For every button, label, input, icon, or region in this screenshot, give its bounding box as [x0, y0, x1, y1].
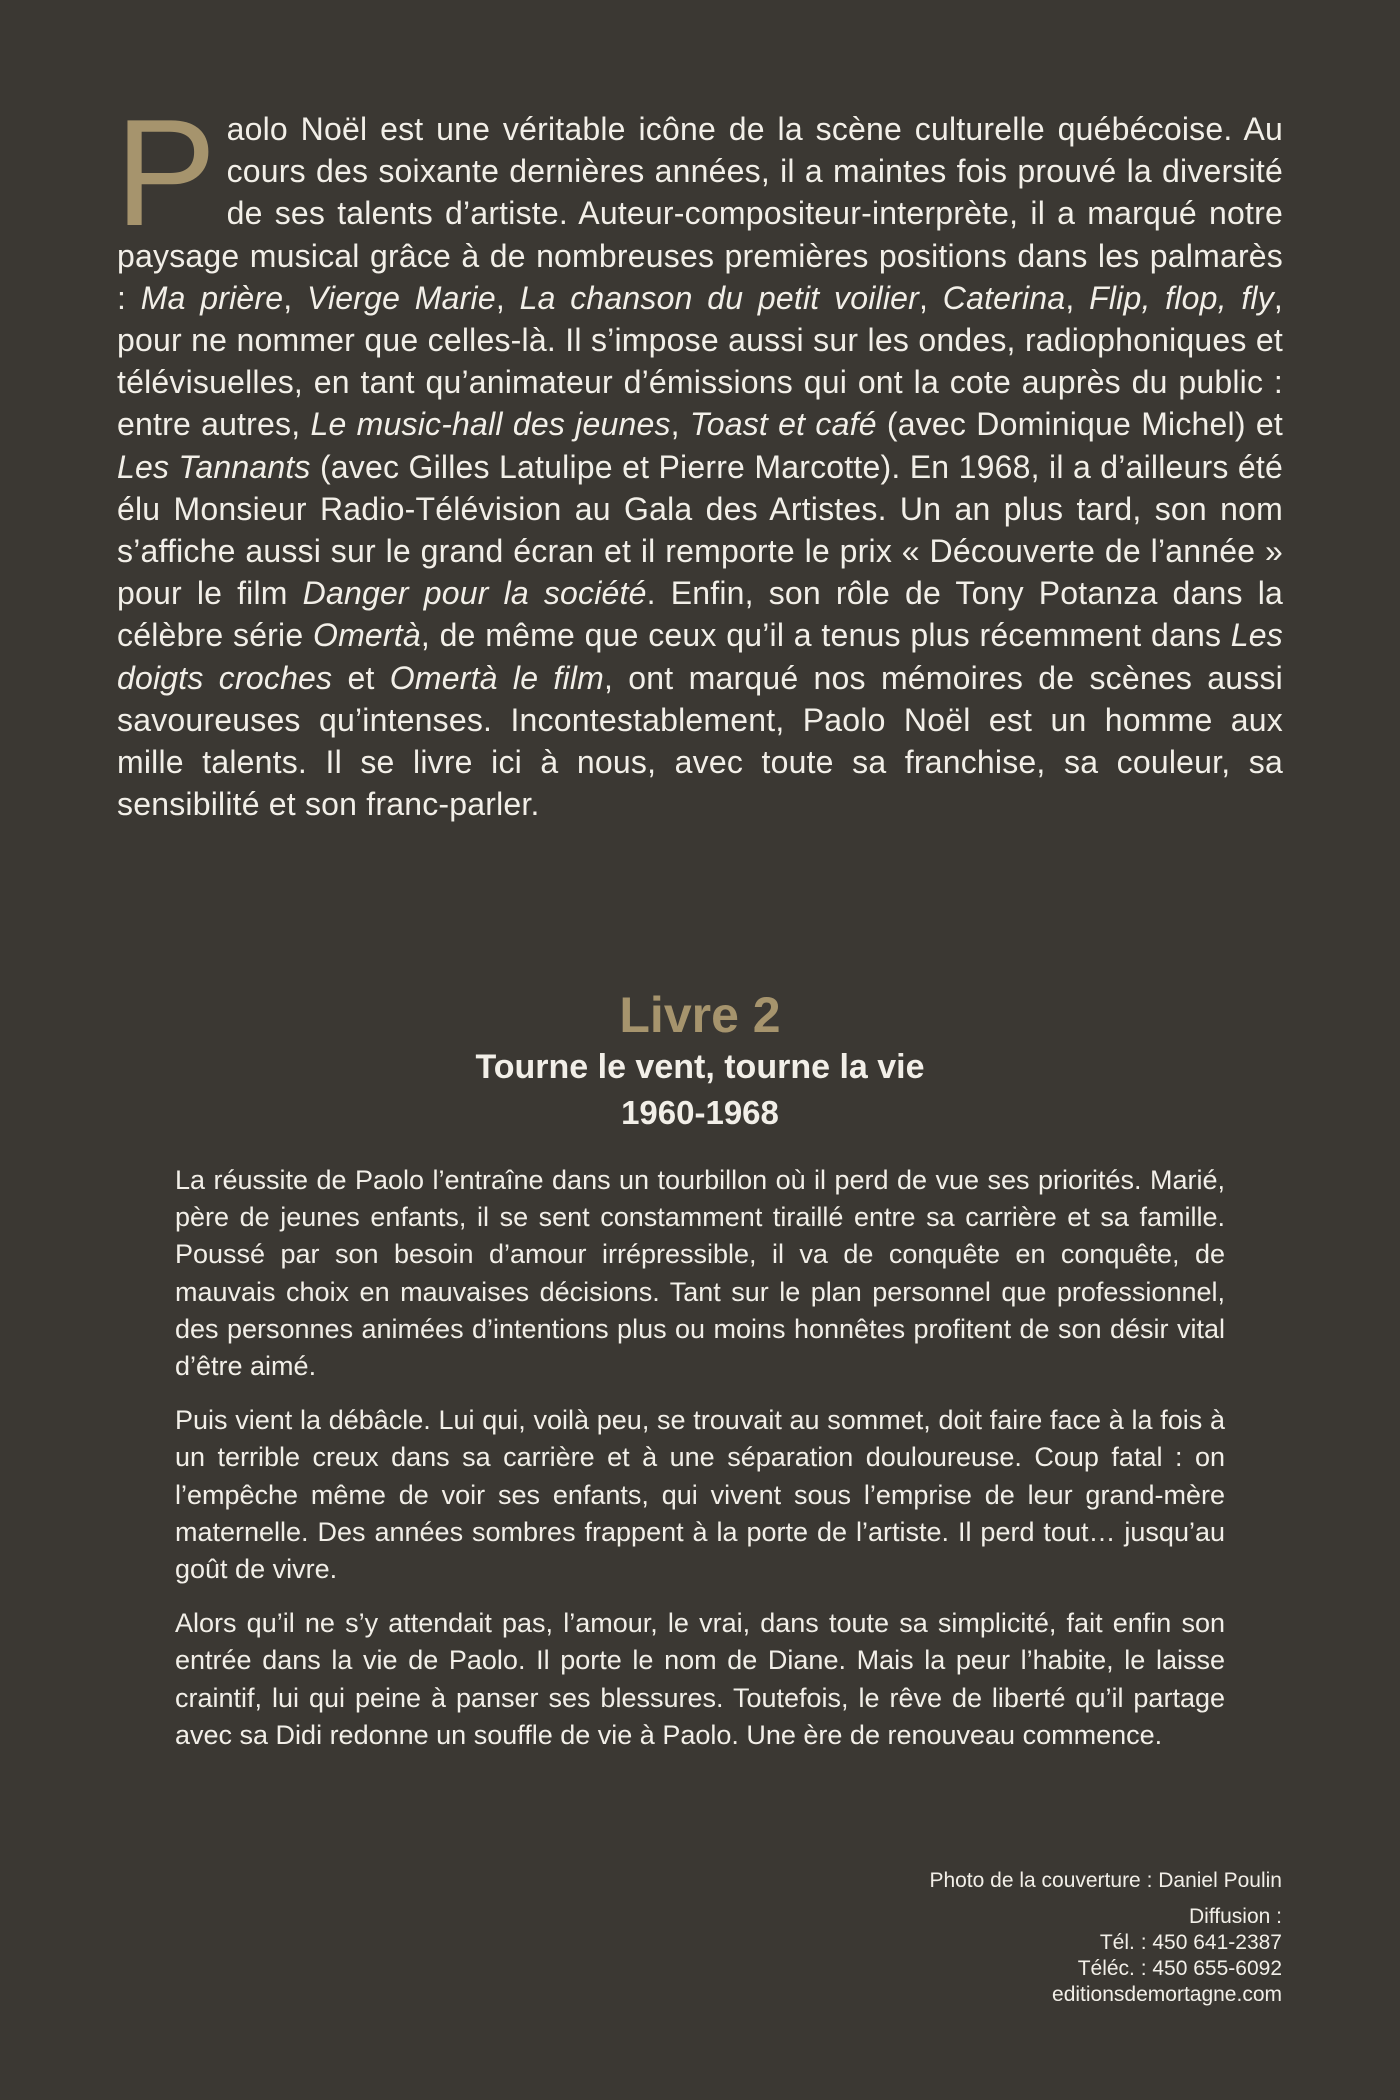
work-title: Omertà le film — [389, 659, 604, 696]
intro-paragraph — [115, 88, 1284, 825]
photo-credit: Photo de la couverture : Daniel Poulin — [929, 1869, 1282, 1892]
intro-text: , ont marqué nos mémoires de scènes aussi savoureuses qu’intenses. Incontestablement, Paolo Noël est un homme aux mille talents. Il se livre ici à nous, avec toute sa franchise, sa couleur, sa sensibilité et son franc-parler. — [117, 659, 1283, 823]
intro-text: , — [495, 279, 520, 316]
diffusion-label: Diffusion : — [1189, 1905, 1282, 1928]
intro-text: (avec Dominique Michel) et — [876, 406, 1283, 443]
summary-paragraph: Alors qu’il ne s’y attendait pas, l’amour, le vrai, dans toute sa simplicité, fait enfin son entrée dans la vie de Paolo. Il porte le nom de Diane. Mais la peur l’habite, le laisse craintif, lui qui peine à panser ses blessures. Toutefois, le rêve de liberté qu’il partage avec sa Didi redonne un souffle de vie à Paolo. Une ère de renouveau commence. — [175, 1608, 1225, 1750]
intro-text: , — [283, 279, 308, 316]
fax-number: Téléc. : 450 655-6092 — [1077, 1957, 1282, 1980]
work-title: Toast et café — [689, 406, 877, 443]
intro-text: et — [332, 659, 390, 696]
intro-text: (avec Gilles Latulipe et Pierre Marcotte). En 1968, il a d’ailleurs été élu Monsieur Radio-Télévision au Gala des Artistes. Un an plus tard, son nom s’affiche aussi sur le grand écran et il remporte le prix « Découverte de l’année » pour le film — [117, 448, 1283, 612]
book-years: 1960-1968 — [621, 1094, 779, 1131]
book-title: Tourne le vent, tourne la vie — [475, 1048, 925, 1086]
intro-text: , — [1065, 279, 1090, 316]
work-title: Les doigts croches — [117, 617, 1283, 696]
work-title: Ma prière — [140, 279, 284, 316]
work-title: Flip, flop, fly — [1089, 279, 1274, 316]
work-title: La chanson du petit voilier — [519, 279, 920, 316]
summary-paragraph: La réussite de Paolo l’entraîne dans un tourbillon où il perd de vue ses priorités. Marié, père de jeunes enfants, il se sent constamment tiraillé entre sa carrière et sa famille. Poussé par son besoin d’amour irrépressible, il va de conquête en conquête, de mauvais choix en mauvaises décisions. Tant sur le plan personnel que professionnel, des personnes animées d’intentions plus ou moins honnêtes profitent de son désir vital d’être aimé. — [175, 1165, 1225, 1382]
intro-text: , pour ne nommer que celles-là. Il s’impose aussi sur les ondes, radiophoniques et télévisuelles, en tant qu’animateur d’émissions qui ont la cote auprès du public : entre autres, — [117, 279, 1284, 443]
publisher-website: editionsdemortagne.com — [1052, 1983, 1282, 2006]
work-title: Le music-hall des jeunes — [310, 406, 671, 443]
work-title: Caterina — [942, 279, 1066, 316]
summary — [175, 1162, 1225, 1771]
intro-text: aolo Noël est une véritable icône de la scène culturelle québécoise. Au cours des soixante dernières années, il a maintes fois prouvé la diversité de ses talents d’artiste. Auteur-compositeur-interprète, il a marqué notre paysage musical grâce à de nombreuses premières positions dans les palmarès : — [117, 111, 1283, 316]
intro-text: . Enfin, son rôle de Tony Potanza dans la célèbre série — [117, 575, 1284, 654]
intro-text: , — [670, 406, 690, 443]
credits — [929, 1868, 1282, 2008]
work-title: Omertà — [312, 617, 421, 654]
work-title: Vierge Marie — [307, 279, 496, 316]
work-title: Les Tannants — [117, 448, 311, 485]
summary-paragraph: Puis vient la débâcle. Lui qui, voilà peu, se trouvait au sommet, doit faire face à la fois à un terrible creux dans sa carrière et à une séparation douloureuse. Coup fatal : on l’empêche même de voir ses enfants, qui vivent sous l’emprise de leur grand-mère maternelle. Des années sombres frappent à la porte de l’artiste. Il perd tout… jusqu’au goût de vivre. — [175, 1405, 1225, 1585]
intro-text: , de même que ceux qu’il a tenus plus récemment dans — [420, 617, 1231, 654]
phone-number: Tél. : 450 641-2387 — [1099, 1931, 1282, 1954]
work-title: Danger pour la société — [302, 575, 647, 612]
intro-text: , — [919, 279, 943, 316]
drop-cap: P — [115, 88, 217, 258]
book-number: Livre 2 — [619, 987, 781, 1043]
